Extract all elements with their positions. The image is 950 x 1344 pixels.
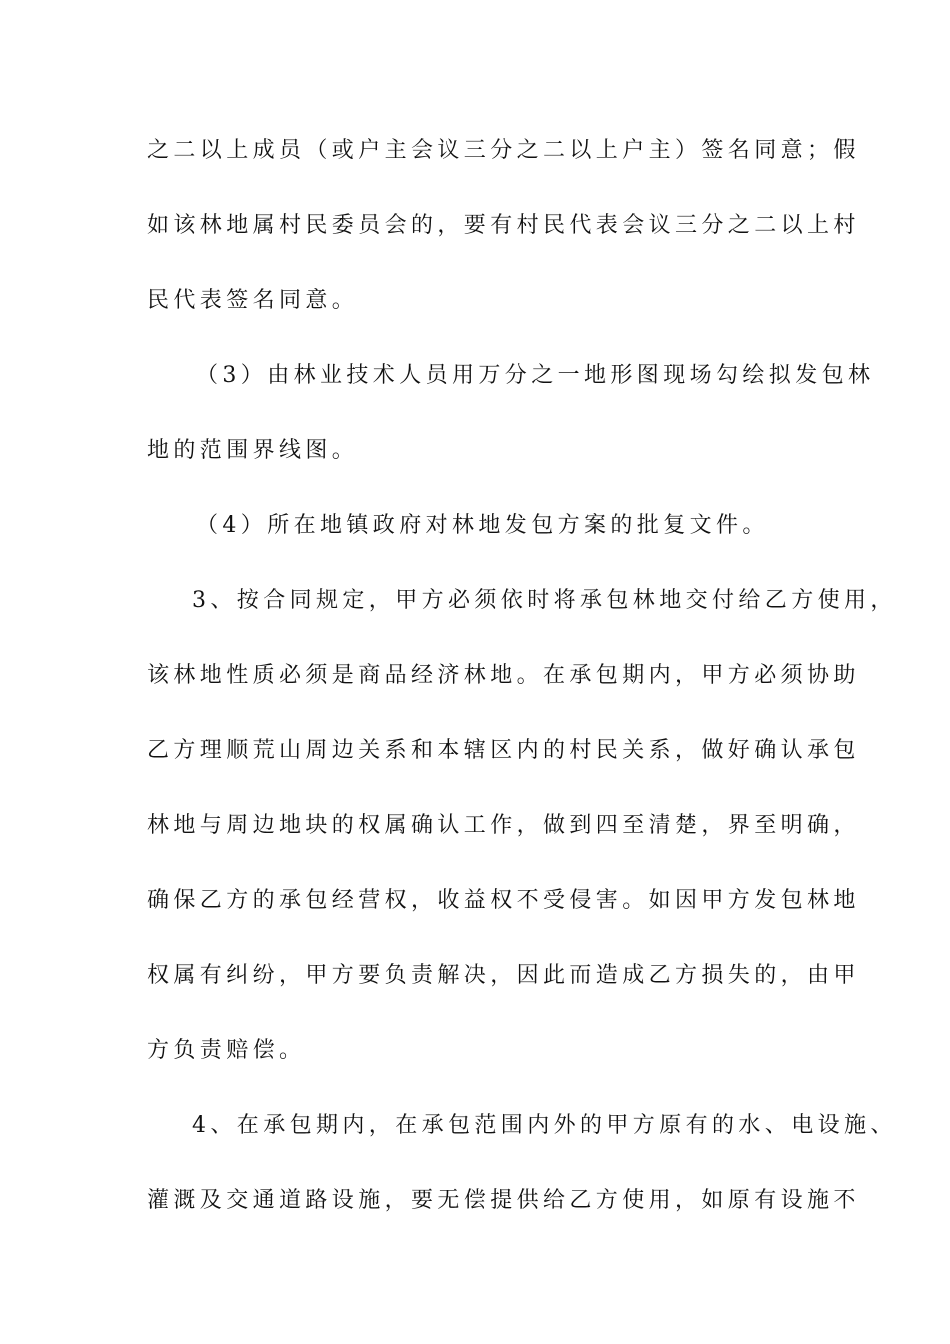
text-line: 灌溉及交通道路设施，要无偿提供给乙方使用，如原有设施不: [147, 1188, 860, 1213]
text-line: 乙方理顺荒山周边关系和本辖区内的村民关系，做好确认承包: [147, 738, 860, 763]
text-line: 权属有纠纷，甲方要负责解决，因此而造成乙方损失的，由甲: [147, 963, 860, 988]
text-line: （4）所在地镇政府对林地发包方案的批复文件。: [196, 513, 769, 538]
text-line: 如该林地属村民委员会的，要有村民代表会议三分之二以上村: [147, 213, 860, 238]
text-line: 民代表签名同意。: [147, 288, 359, 313]
text-line: 该林地性质必须是商品经济林地。在承包期内，甲方必须协助: [147, 663, 860, 688]
text-line: 确保乙方的承包经营权，收益权不受侵害。如因甲方发包林地: [147, 888, 860, 913]
text-line: （3）由林业技术人员用万分之一地形图现场勾绘拟发包林: [196, 363, 875, 388]
text-line: 林地与周边地块的权属确认工作，做到四至清楚，界至明确，: [147, 813, 860, 838]
text-line: 4、在承包期内，在承包范围内外的甲方原有的水、电设施、: [192, 1113, 897, 1138]
text-line: 之二以上成员（或户主会议三分之二以上户主）签名同意；假: [147, 138, 860, 163]
text-line: 3、按合同规定，甲方必须依时将承包林地交付给乙方使用，: [192, 588, 897, 613]
text-line: 方负责赔偿。: [147, 1038, 306, 1063]
text-line: 地的范围界线图。: [147, 438, 359, 463]
